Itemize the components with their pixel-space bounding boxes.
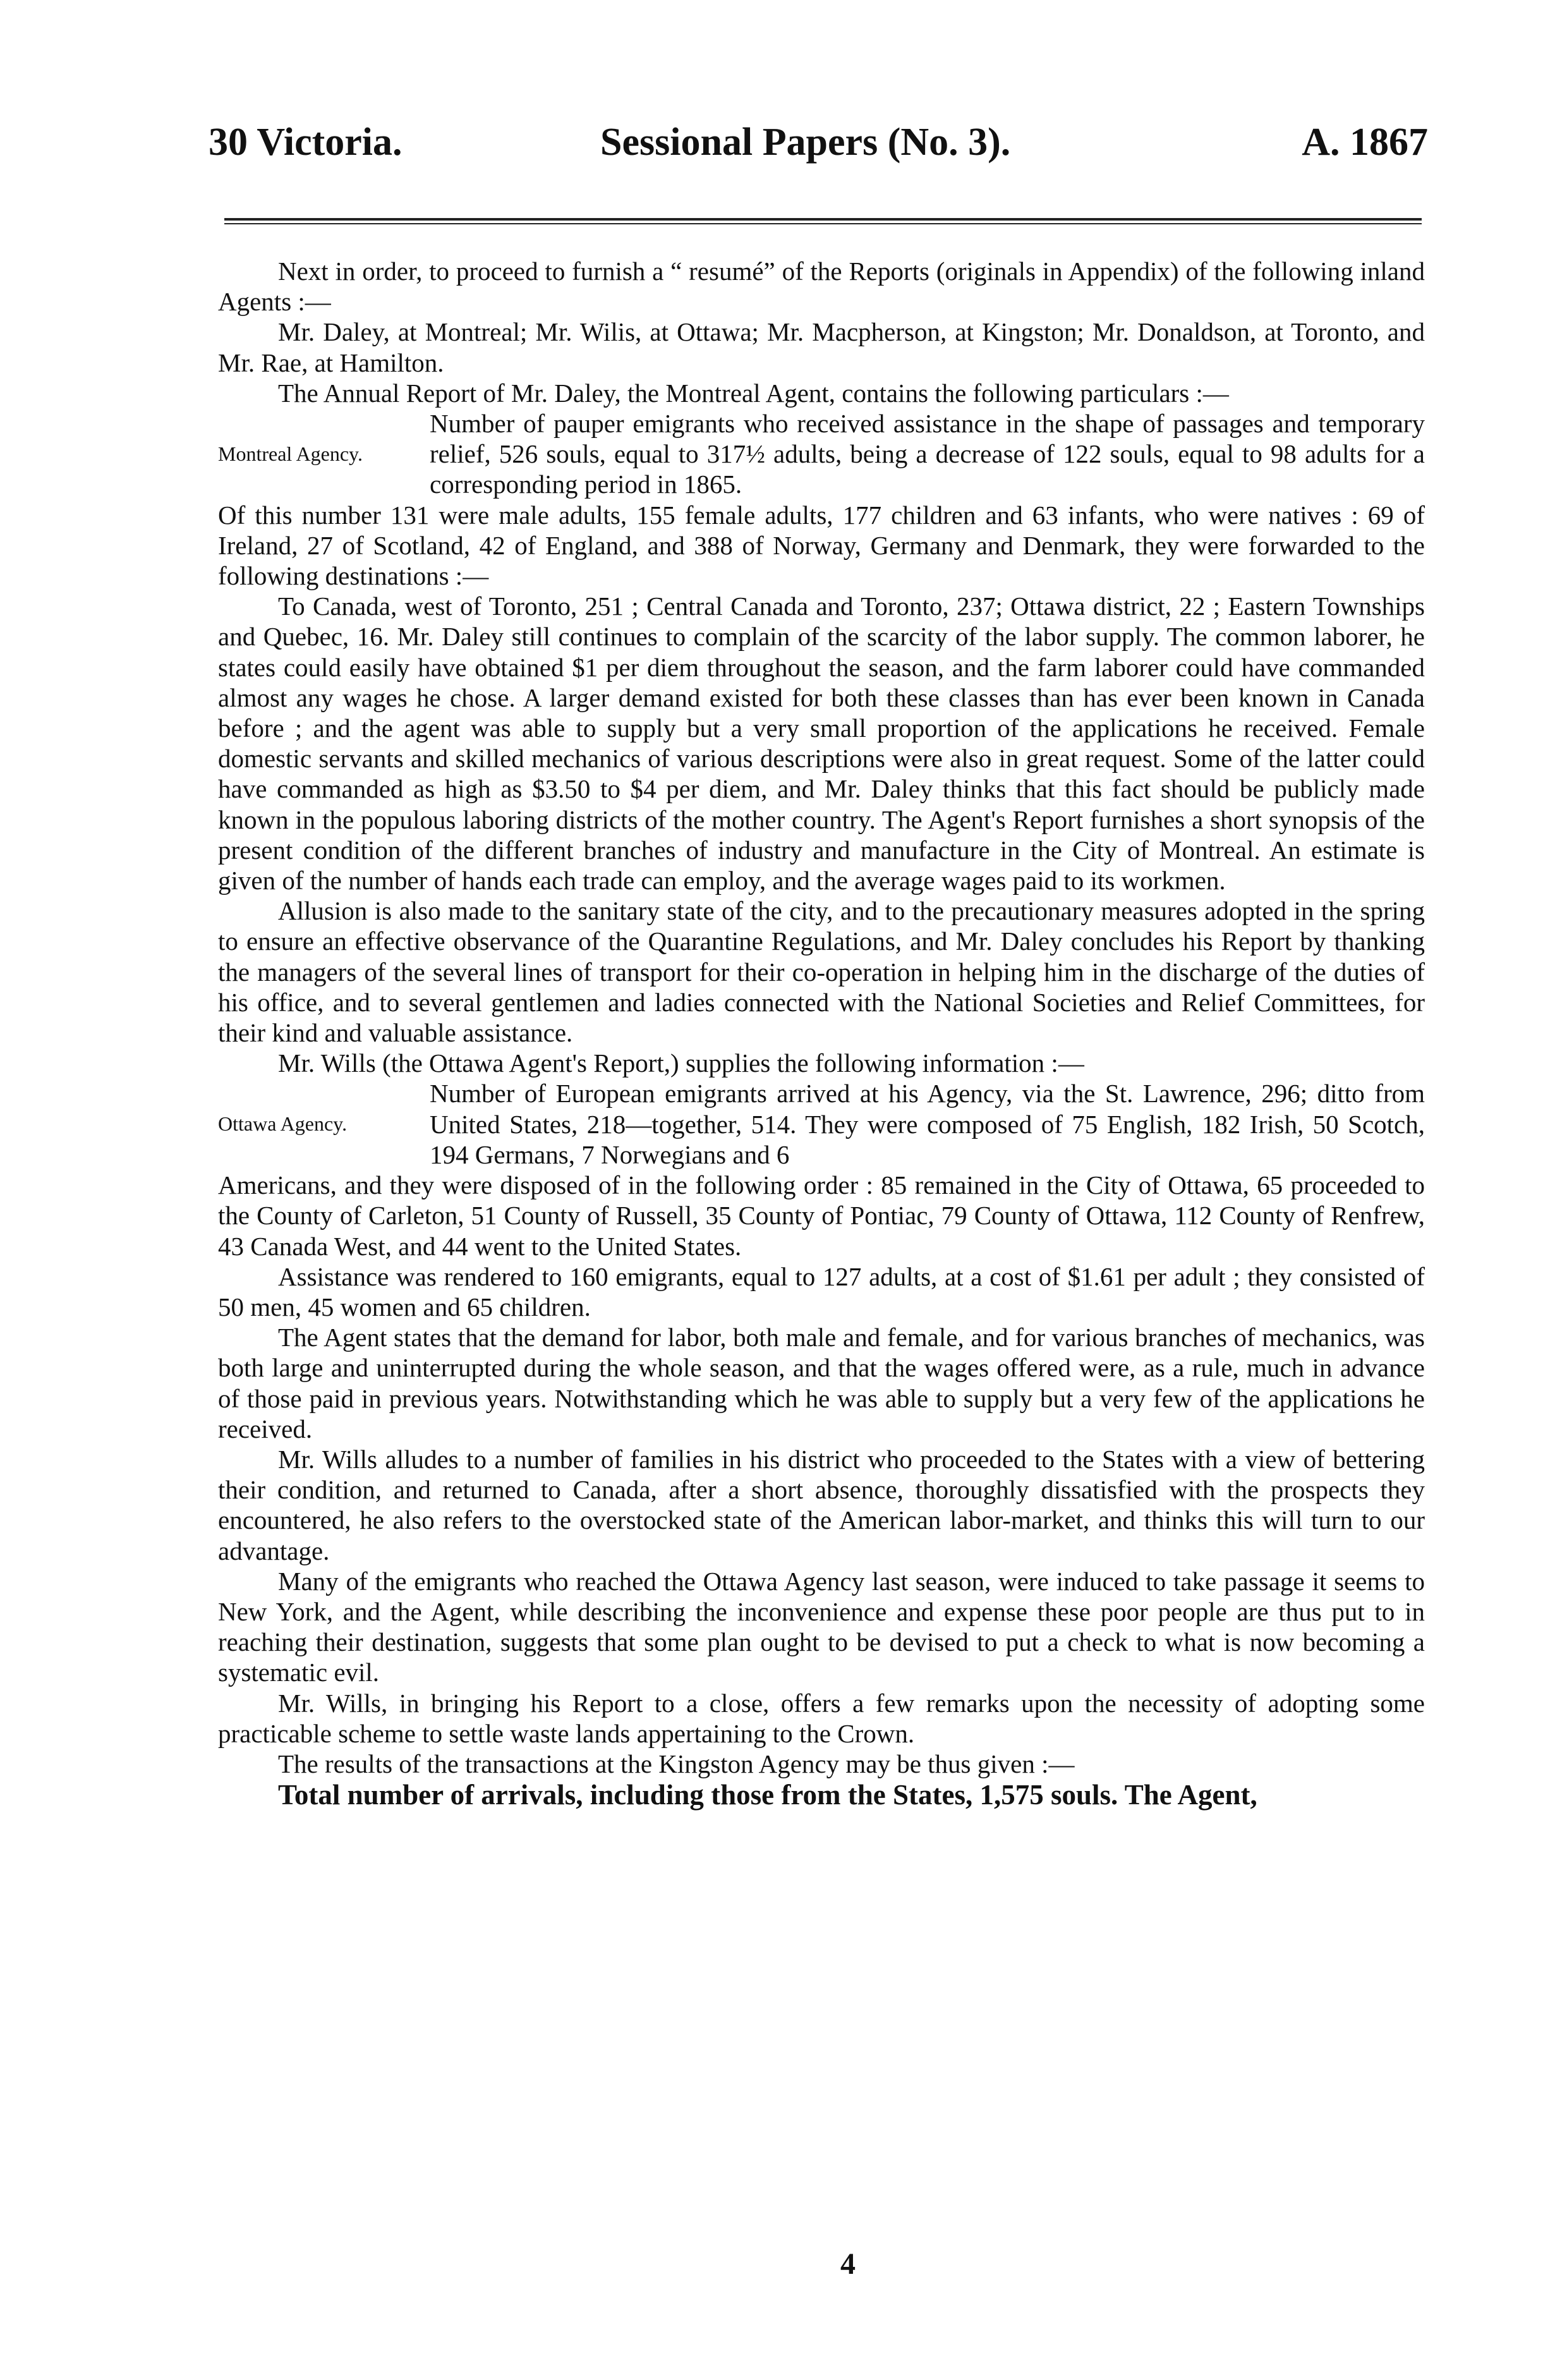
paragraph-ottawa-intro: Mr. Wills (the Ottawa Agent's Report,) supplies the following information :— (278, 1048, 1084, 1078)
paragraph-labor-demand: The Agent states that the demand for labor, both male and female, and for various branches of mechanics, was both large and uninterrupted during the whole season, and that the wages offered were, as a rule, much in advance of those paid in previous years. Notwithstanding which he was able to supply but a very few of the applications he received. (218, 1323, 1425, 1443)
paragraph-agents-list: Mr. Daley, at Montreal; Mr. Wilis, at Ottawa; Mr. Macpherson, at Kingston; Mr. Donaldson, at Toronto, and Mr. Rae, at Hamilton. (218, 317, 1425, 377)
header-year: A. 1867 (1302, 121, 1428, 164)
paragraph-montreal-emigrants: Number of pauper emigrants who received assistance in the shape of passages and temporary relief, 526 souls, equal to 317½ adults, being a decrease of 122 souls, equal to 98 adults for a corresponding period in 1865. (430, 409, 1425, 499)
paragraph-new-york-passage: Many of the emigrants who reached the Ottawa Agency last season, were induced to take passage it seems to New York, and the Agent, while describing the inconvenience and expense these poor people are thus put to in reaching their destination, suggests that some plan ought to be devised to put a check to what is now becoming a systematic evil. (218, 1566, 1425, 1687)
paragraph-montreal-intro: The Annual Report of Mr. Daley, the Montreal Agent, contains the following particulars :— (278, 378, 1229, 408)
header-rule-thin (224, 223, 1422, 224)
paragraph-ottawa-emigrants: Number of European emigrants arrived at his Agency, via the St. Lawrence, 296; ditto from United States, 218—together, 514. They were composed of 75 English, 182 Irish, 50 Scotch, 194 Germans, 7 Norwegians and 6 (430, 1079, 1425, 1169)
montreal-side-text (430, 408, 1425, 500)
header-rule-thick (224, 218, 1422, 221)
paragraph-kingston-intro: The results of the transactions at the Kingston Agency may be thus given :— (278, 1749, 1075, 1778)
paragraph-returned-families: Mr. Wills alludes to a number of families in his district who proceeded to the States with a view of bettering their condition, and returned to Canada, after a short absence, thoroughly dissatisfied with the prospects they encountered, he also refers to the overstocked state of the American labor-market, and thinks this will turn to our advantage. (218, 1444, 1425, 1565)
montreal-block (218, 408, 1425, 500)
paragraph-waste-lands: Mr. Wills, in bringing his Report to a close, offers a few remarks upon the necessity of adopting some practicable scheme to settle waste lands appertaining to the Crown. (218, 1688, 1425, 1748)
header-rule (224, 218, 1422, 226)
paragraph-ottawa-assistance: Assistance was rendered to 160 emigrants, equal to 127 adults, at a cost of $1.61 per adult ; they consisted of 50 men, 45 women and 65 children. (218, 1261, 1425, 1321)
margin-note-montreal: Montreal Agency. (218, 442, 363, 466)
paragraph-sanitary-state: Allusion is also made to the sanitary state of the city, and to the precautionary measures adopted in the spring to ensure an effective observance of the Quarantine Regulations, and Mr. Daley concludes his Report by thanking the managers of the several lines of transport for their co-operation in helping him in the discharge of the duties of his office, and to several gentlemen and ladies connected with the National Societies and Relief Committees, for their kind and valuable assistance. (218, 896, 1425, 1048)
paragraph-intro: Next in order, to proceed to furnish a “ resumé” of the Reports (originals in Appendix) of the following inland Agents :— (218, 257, 1425, 317)
page-number: 4 (840, 2247, 856, 2281)
ottawa-side-text (430, 1078, 1425, 1170)
running-head (209, 120, 1428, 177)
margin-note-ottawa: Ottawa Agency. (218, 1112, 348, 1136)
paragraph-montreal-breakdown: Of this number 131 were male adults, 155 female adults, 177 children and 63 infants, who were natives : 69 of Ireland, 27 of Scotland, 42 of England, and 388 of Norway, Germany and Denmark, they were forwarded to the following destinations :— (218, 500, 1425, 591)
ottawa-block (218, 1078, 1425, 1170)
paragraph-kingston-arrivals: Total number of arrivals, including those from the States, 1,575 souls. The Agent, (278, 1779, 1257, 1811)
header-volume: 30 Victoria. (209, 121, 402, 164)
header-title: Sessional Papers (No. 3). (600, 121, 1011, 164)
paragraph-ottawa-disposal: Americans, and they were disposed of in the following order : 85 remained in the City of Ottawa, 65 proceeded to the County of Carleton, 51 County of Russell, 35 County of Pontiac, 79 County of Ottawa, 112 County of Renfrew, 43 Canada West, and 44 went to the United States. (218, 1170, 1425, 1261)
paragraph-montreal-destinations: To Canada, west of Toronto, 251 ; Central Canada and Toronto, 237; Ottawa district, 22 ; Eastern Townships and Quebec, 16. Mr. Daley still continues to complain of the scarcity of the labor supply. The common laborer, he states could easily have obtained $1 per diem throughout the season, and the farm laborer could have commanded almost any wages he chose. A larger demand existed for both these classes than has ever been known in Canada before ; and the agent was able to supply but a very small proportion of the applications he received. Female domestic servants and skilled mechanics of various descriptions were also in great request. Some of the latter could have commanded as high as $3.50 to $4 per diem, and Mr. Daley thinks that this fact should be publicly made known in the populous laboring districts of the mother country. The Agent's Report furnishes a short synopsis of the present condition of the different branches of industry and manufacture in the City of Montreal. An estimate is given of the number of hands each trade can employ, and the average wages paid to its workmen. (218, 592, 1425, 896)
body-text (218, 256, 1425, 1811)
